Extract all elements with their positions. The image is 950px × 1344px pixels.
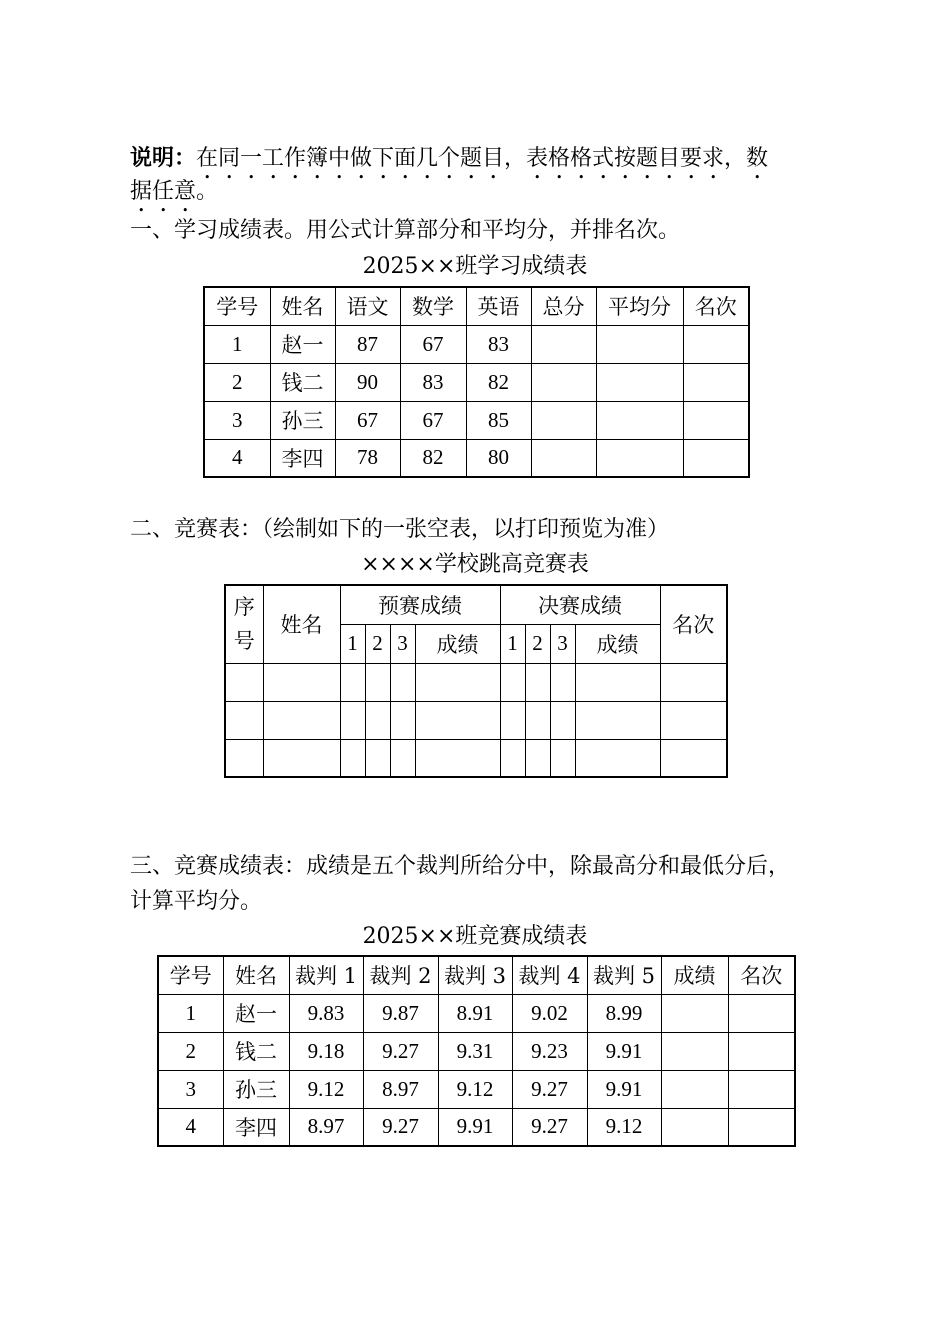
table-cell: 90 xyxy=(335,363,400,401)
table-cell xyxy=(531,363,596,401)
trial-header-cell: 3 xyxy=(390,624,415,663)
empty-cell xyxy=(390,701,415,739)
table-cell xyxy=(531,325,596,363)
empty-cell xyxy=(365,739,390,777)
header-cell: 名次 xyxy=(728,956,795,994)
table-cell: 钱二 xyxy=(270,363,335,401)
table-cell xyxy=(596,363,683,401)
table-cell: 87 xyxy=(335,325,400,363)
table-cell: 83 xyxy=(466,325,531,363)
empty-cell xyxy=(660,663,727,701)
table-row xyxy=(158,1032,795,1070)
empty-cell xyxy=(550,663,575,701)
empty-cell xyxy=(575,701,660,739)
table-cell xyxy=(683,439,749,477)
empty-cell xyxy=(415,701,500,739)
table-cell: 9.27 xyxy=(512,1108,587,1146)
empty-cell xyxy=(225,663,263,701)
header-cell: 学号 xyxy=(204,287,270,325)
table-cell: 9.27 xyxy=(512,1070,587,1108)
table-cell: 8.97 xyxy=(289,1108,363,1146)
table-cell: 85 xyxy=(466,401,531,439)
empty-cell xyxy=(525,701,550,739)
intro-text-dotted: 在同一工作簿中做下面几个题目，表格格式按题目要求，数 xyxy=(196,146,769,171)
table-cell: 赵一 xyxy=(223,994,289,1032)
table-cell: 9.12 xyxy=(289,1070,363,1108)
table-cell xyxy=(661,1108,728,1146)
empty-cell xyxy=(415,739,500,777)
table-cell: 2 xyxy=(204,363,270,401)
judge-score-table xyxy=(157,955,796,1147)
table-cell: 67 xyxy=(335,401,400,439)
table-cell: 9.27 xyxy=(363,1032,438,1070)
final-header-cell: 决赛成绩 xyxy=(500,585,660,624)
section1-table-title: 2025××班学习成绩表 xyxy=(362,254,588,279)
table-cell xyxy=(596,401,683,439)
table-cell: 1 xyxy=(204,325,270,363)
table-cell: 9.91 xyxy=(587,1070,661,1108)
empty-cell xyxy=(500,739,525,777)
header-cell: 数学 xyxy=(400,287,466,325)
empty-cell xyxy=(340,701,365,739)
table-cell xyxy=(661,1070,728,1108)
empty-cell xyxy=(263,739,340,777)
table-cell: 2 xyxy=(158,1032,223,1070)
trial-header-cell: 1 xyxy=(340,624,365,663)
table-cell: 9.18 xyxy=(289,1032,363,1070)
score-table-header-row xyxy=(204,287,749,325)
table-row xyxy=(225,701,727,739)
empty-cell xyxy=(660,739,727,777)
table-cell xyxy=(596,439,683,477)
empty-cell xyxy=(525,739,550,777)
header-cell: 裁判 5 xyxy=(587,956,661,994)
header-cell: 成绩 xyxy=(661,956,728,994)
table-cell: 82 xyxy=(400,439,466,477)
table-cell: 83 xyxy=(400,363,466,401)
header-cell: 姓名 xyxy=(270,287,335,325)
header-cell: 姓名 xyxy=(223,956,289,994)
table-row xyxy=(204,325,749,363)
table-row xyxy=(204,439,749,477)
table-cell: 67 xyxy=(400,325,466,363)
intro-label: 说明： xyxy=(130,145,197,171)
empty-cell xyxy=(550,701,575,739)
empty-cell xyxy=(225,701,263,739)
table-cell: 9.91 xyxy=(438,1108,512,1146)
empty-cell xyxy=(340,739,365,777)
table-cell xyxy=(531,439,596,477)
table-cell xyxy=(728,994,795,1032)
section3-heading-line2: 计算平均分。 xyxy=(130,889,263,914)
table-row xyxy=(158,1108,795,1146)
score-header-cell: 成绩 xyxy=(575,624,660,663)
header-cell: 语文 xyxy=(335,287,400,325)
trial-header-cell: 2 xyxy=(365,624,390,663)
table-cell: 8.99 xyxy=(587,994,661,1032)
table-cell xyxy=(661,994,728,1032)
table-cell: 李四 xyxy=(270,439,335,477)
table-cell: 9.91 xyxy=(587,1032,661,1070)
empty-cell xyxy=(575,663,660,701)
empty-cell xyxy=(525,663,550,701)
table-cell: 4 xyxy=(158,1108,223,1146)
table-cell: 3 xyxy=(204,401,270,439)
table-cell: 9.31 xyxy=(438,1032,512,1070)
table-cell: 8.91 xyxy=(438,994,512,1032)
section3-heading-line1: 三、竞赛成绩表：成绩是五个裁判所给分中，除最高分和最低分后， xyxy=(130,854,791,879)
section1-heading: 一、学习成绩表。用公式计算部分和平均分，并排名次。 xyxy=(130,218,681,243)
header-cell: 裁判 2 xyxy=(363,956,438,994)
table-cell xyxy=(596,325,683,363)
empty-cell xyxy=(415,663,500,701)
table-cell: 67 xyxy=(400,401,466,439)
empty-cell xyxy=(263,701,340,739)
empty-cell xyxy=(390,663,415,701)
table-cell: 9.23 xyxy=(512,1032,587,1070)
section3-table-title: 2025××班竞赛成绩表 xyxy=(362,924,588,949)
score-header-cell: 成绩 xyxy=(415,624,500,663)
table-cell xyxy=(661,1032,728,1070)
competition-header-row-1 xyxy=(225,585,727,624)
table-cell: 78 xyxy=(335,439,400,477)
table-cell: 8.97 xyxy=(363,1070,438,1108)
header-cell: 裁判 4 xyxy=(512,956,587,994)
table-row xyxy=(204,363,749,401)
table-cell: 4 xyxy=(204,439,270,477)
table-row xyxy=(225,739,727,777)
empty-cell xyxy=(225,739,263,777)
table-cell xyxy=(531,401,596,439)
table-row xyxy=(158,1070,795,1108)
table-row xyxy=(225,663,727,701)
header-cell: 名次 xyxy=(683,287,749,325)
table-cell: 9.83 xyxy=(289,994,363,1032)
table-cell: 钱二 xyxy=(223,1032,289,1070)
table-cell: 80 xyxy=(466,439,531,477)
table-cell: 9.27 xyxy=(363,1108,438,1146)
table-cell xyxy=(683,363,749,401)
empty-cell xyxy=(390,739,415,777)
empty-cell xyxy=(340,663,365,701)
table-cell: 9.12 xyxy=(438,1070,512,1108)
table-cell: 孙三 xyxy=(270,401,335,439)
header-cell: 裁判 3 xyxy=(438,956,512,994)
table-cell: 3 xyxy=(158,1070,223,1108)
table-cell: 9.12 xyxy=(587,1108,661,1146)
empty-cell xyxy=(500,701,525,739)
table-row xyxy=(204,401,749,439)
trial-header-cell: 2 xyxy=(525,624,550,663)
header-cell: 平均分 xyxy=(596,287,683,325)
intro-paragraph-line2 xyxy=(130,175,830,217)
trial-header-cell: 3 xyxy=(550,624,575,663)
table-cell: 赵一 xyxy=(270,325,335,363)
header-cell: 学号 xyxy=(158,956,223,994)
header-cell: 英语 xyxy=(466,287,531,325)
table-cell: 82 xyxy=(466,363,531,401)
table-cell: 9.02 xyxy=(512,994,587,1032)
empty-cell xyxy=(365,701,390,739)
table-cell xyxy=(728,1032,795,1070)
section2-table-title: ××××学校跳高竞赛表 xyxy=(361,552,589,577)
name-header-cell: 姓名 xyxy=(263,585,340,663)
section2-heading: 二、竞赛表：（绘制如下的一张空表，以打印预览为准） xyxy=(130,517,670,542)
table-cell: 李四 xyxy=(223,1108,289,1146)
header-cell: 总分 xyxy=(531,287,596,325)
competition-table xyxy=(224,584,728,778)
empty-cell xyxy=(550,739,575,777)
table-cell: 9.87 xyxy=(363,994,438,1032)
trial-header-cell: 1 xyxy=(500,624,525,663)
table-row xyxy=(158,994,795,1032)
judge-table-header-row xyxy=(158,956,795,994)
header-cell: 裁判 1 xyxy=(289,956,363,994)
table-cell xyxy=(728,1108,795,1146)
table-cell: 1 xyxy=(158,994,223,1032)
table-cell xyxy=(728,1070,795,1108)
table-cell xyxy=(683,325,749,363)
table-cell xyxy=(683,401,749,439)
empty-cell xyxy=(660,701,727,739)
empty-cell xyxy=(500,663,525,701)
prelim-header-cell: 预赛成绩 xyxy=(340,585,500,624)
empty-cell xyxy=(575,739,660,777)
table-cell: 孙三 xyxy=(223,1070,289,1108)
intro-text-line2: 据任意。 xyxy=(130,179,219,204)
rank-header-cell: 名次 xyxy=(660,585,727,663)
seq-header-cell: 序号 xyxy=(225,585,263,663)
score-table xyxy=(203,286,750,478)
empty-cell xyxy=(263,663,340,701)
empty-cell xyxy=(365,663,390,701)
